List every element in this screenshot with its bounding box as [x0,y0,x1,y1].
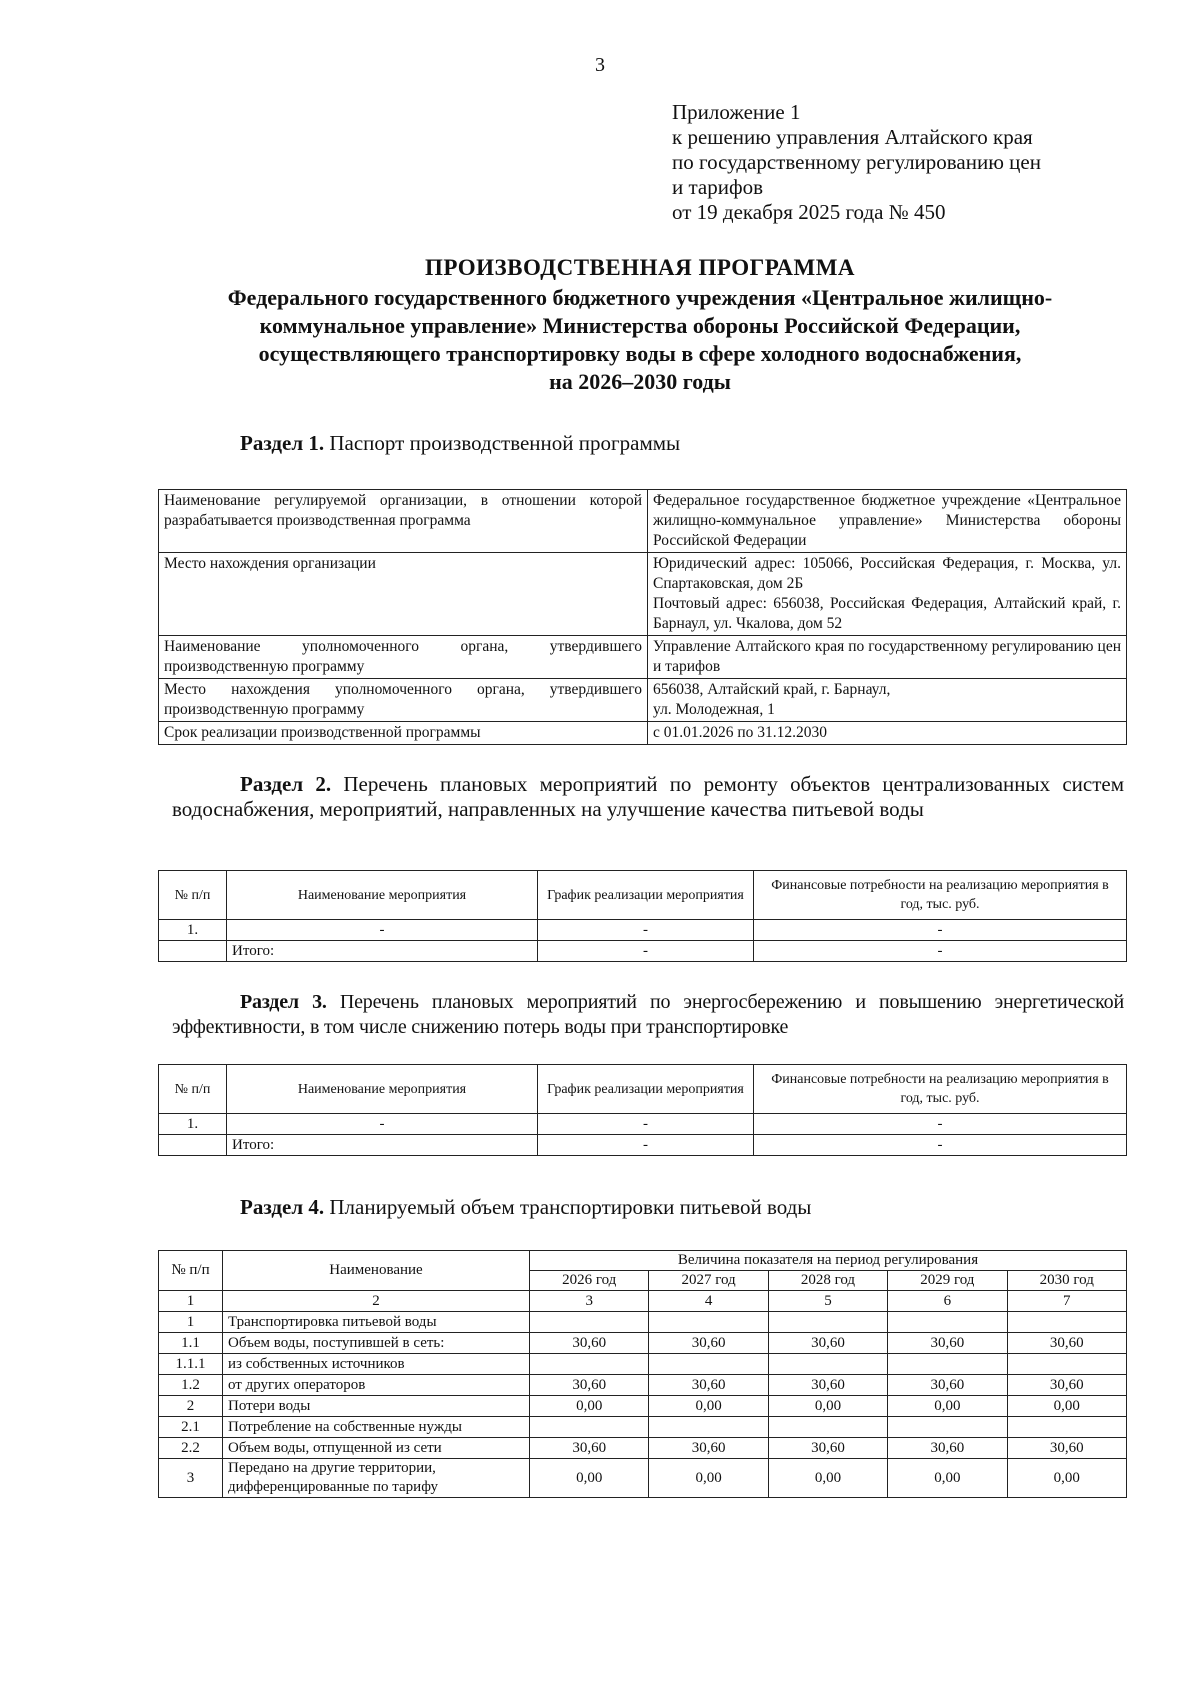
document-title-line: на 2026–2030 годы [549,369,731,394]
table-row [159,722,1127,745]
value-cell [1007,1417,1127,1438]
section3-text: Перечень плановых мероприятий по энергосбережению и повышению энергетической эффективности, в том числе снижению потерь воды при транспортировке [172,991,1124,1038]
table-cell: 1. [159,1114,227,1135]
table-cell: - [227,1114,538,1135]
year-header: 2029 год [888,1271,1007,1291]
value-cell: 30,60 [768,1438,887,1459]
column-header: № п/п [159,1251,223,1291]
table-cell: - [754,1114,1127,1135]
table-row [159,1114,1127,1135]
section3-table [158,1064,1127,1156]
passport-value: 656038, Алтайский край, г. Барнаул, [653,681,891,698]
value-cell: 0,00 [888,1459,1007,1498]
value-cell: 30,60 [888,1438,1007,1459]
row-index: 1.2 [159,1375,223,1396]
column-header: № п/п [159,871,227,920]
passport-key: Место нахождения организации [159,553,648,636]
section1-label: Раздел 1. [240,431,325,455]
table-row [159,679,1127,722]
value-cell: 30,60 [768,1375,887,1396]
document-title-line: Федерального государственного бюджетного учреждения «Центральное жилищно- [227,285,1053,310]
appendix-line: и тарифов [672,175,764,199]
section2-text: Перечень плановых мероприятий по ремонту объектов централизованных систем водоснабжения, мероприятий, направленных на улучшение качества питьевой воды [172,772,1124,821]
passport-key: Место нахождения уполномоченного органа, утвердившего производственную программу [159,679,648,722]
section1-text: Паспорт производственной программы [329,431,681,455]
column-number: 5 [768,1291,887,1312]
appendix-block [672,100,1142,225]
table-row [159,1135,1127,1156]
table-row [159,1333,1127,1354]
document-title-main: ПРОИЗВОДСТВЕННАЯ ПРОГРАММА [424,255,856,280]
row-index: 1.1 [159,1333,223,1354]
value-cell [1007,1312,1127,1333]
table-row [159,1417,1127,1438]
row-name: Объем воды, отпущенной из сети [223,1438,530,1459]
year-header: 2028 год [768,1271,887,1291]
passport-key: Наименование уполномоченного органа, утвердившего производственную программу [159,636,648,679]
column-group-header: Величина показателя на период регулирования [530,1251,1127,1271]
table-row [159,1438,1127,1459]
value-cell: 30,60 [1007,1375,1127,1396]
column-header: № п/п [159,1065,227,1114]
total-label: Итого: [227,941,538,962]
table-row [159,553,1127,636]
row-index: 1.1.1 [159,1354,223,1375]
document-title-line: коммунальное управление» Министерства обороны Российской Федерации, [259,313,1021,338]
value-cell: 30,60 [888,1333,1007,1354]
section3-label: Раздел 3. [240,991,327,1013]
year-header: 2026 год [530,1271,649,1291]
value-cell: 0,00 [649,1396,768,1417]
value-cell: 30,60 [888,1375,1007,1396]
row-name: Транспортировка питьевой воды [223,1312,530,1333]
table-row [159,636,1127,679]
year-header: 2027 год [649,1271,768,1291]
value-cell [530,1354,649,1375]
value-cell [768,1312,887,1333]
value-cell: 30,60 [1007,1333,1127,1354]
appendix-line: по государственному регулированию цен [672,150,1041,174]
column-header: Наименование мероприятия [227,1065,538,1114]
value-cell [888,1354,1007,1375]
row-name: Объем воды, поступившей в сеть: [223,1333,530,1354]
value-cell [649,1417,768,1438]
passport-value-secondary: ул. Молодежная, 1 [653,701,775,718]
passport-value: Управление Алтайского края по государственному регулированию цен и тарифов [648,636,1127,679]
passport-value-cell [648,553,1127,636]
table-header-row [159,1251,1127,1271]
column-number: 7 [1007,1291,1127,1312]
section2-table [158,870,1127,962]
value-cell: 0,00 [1007,1396,1127,1417]
row-index: 2 [159,1396,223,1417]
section2-heading [172,772,1124,822]
value-cell [888,1417,1007,1438]
page-number: 3 [595,54,605,76]
value-cell: 0,00 [530,1459,649,1498]
table-row [159,1354,1127,1375]
row-name: Передано на другие территории, дифференцированные по тарифу [223,1459,530,1498]
year-header: 2030 год [1007,1271,1127,1291]
value-cell: 30,60 [530,1438,649,1459]
row-name: Потери воды [223,1396,530,1417]
table-cell: - [754,920,1127,941]
passport-key: Наименование регулируемой организации, в отношении которой разрабатывается производственная программа [159,490,648,553]
table-cell: - [227,920,538,941]
column-number: 1 [159,1291,223,1312]
value-cell [530,1417,649,1438]
table-row [159,1312,1127,1333]
document-title-line: осуществляющего транспортировку воды в сфере холодного водоснабжения, [258,341,1022,366]
table-cell: - [754,1135,1127,1156]
row-index: 3 [159,1459,223,1498]
appendix-line: к решению управления Алтайского края [672,125,1033,149]
passport-table [158,489,1127,745]
section1-heading [240,431,680,456]
table-cell: - [538,1135,754,1156]
value-cell [768,1354,887,1375]
appendix-line: Приложение 1 [672,100,801,124]
section4-label: Раздел 4. [240,1195,325,1219]
value-cell: 30,60 [649,1333,768,1354]
value-cell: 30,60 [768,1333,887,1354]
value-cell: 30,60 [530,1333,649,1354]
passport-value-cell [648,679,1127,722]
section4-text: Планируемый объем транспортировки питьевой воды [329,1195,812,1219]
total-label: Итого: [227,1135,538,1156]
table-header-row [159,1065,1127,1114]
value-cell: 30,60 [530,1375,649,1396]
column-number: 2 [223,1291,530,1312]
value-cell: 0,00 [649,1459,768,1498]
passport-key: Срок реализации производственной программы [159,722,648,745]
table-row [159,1459,1127,1498]
passport-value: Федеральное государственное бюджетное учреждение «Центральное жилищно-коммунальное управление» Министерства обороны Российской Федерации [648,490,1127,553]
value-cell: 30,60 [1007,1438,1127,1459]
column-header: Наименование [223,1251,530,1291]
value-cell [649,1312,768,1333]
column-header: Наименование мероприятия [227,871,538,920]
value-cell: 0,00 [1007,1459,1127,1498]
table-cell [159,1135,227,1156]
row-name: из собственных источников [223,1354,530,1375]
table-row [159,941,1127,962]
value-cell: 30,60 [649,1438,768,1459]
column-header: График реализации мероприятия [538,1065,754,1114]
table-row [159,1396,1127,1417]
column-header: График реализации мероприятия [538,871,754,920]
value-cell: 0,00 [888,1396,1007,1417]
volume-table [158,1250,1127,1498]
section4-heading [240,1195,811,1220]
row-index: 2.1 [159,1417,223,1438]
column-number: 6 [888,1291,1007,1312]
appendix-line: от 19 декабря 2025 года № 450 [672,200,946,224]
value-cell [530,1312,649,1333]
passport-value: Юридический адрес: 105066, Российская Федерация, г. Москва, ул. Спартаковская, дом 2Б [653,555,1121,592]
column-header: Финансовые потребности на реализацию мероприятия в год, тыс. руб. [754,1065,1127,1114]
section3-heading [172,990,1124,1040]
column-header: Финансовые потребности на реализацию мероприятия в год, тыс. руб. [754,871,1127,920]
table-header-row [159,871,1127,920]
row-name: Потребление на собственные нужды [223,1417,530,1438]
value-cell: 0,00 [768,1396,887,1417]
section2-label: Раздел 2. [240,772,332,796]
column-number: 3 [530,1291,649,1312]
value-cell: 30,60 [649,1375,768,1396]
table-row [159,1375,1127,1396]
table-cell: - [754,941,1127,962]
table-cell: - [538,920,754,941]
value-cell [768,1417,887,1438]
passport-value: с 01.01.2026 по 31.12.2030 [648,722,1127,745]
table-cell: 1. [159,920,227,941]
table-row [159,920,1127,941]
table-cell: - [538,1114,754,1135]
value-cell [649,1354,768,1375]
value-cell: 0,00 [768,1459,887,1498]
value-cell [888,1312,1007,1333]
row-index: 2.2 [159,1438,223,1459]
value-cell: 0,00 [530,1396,649,1417]
row-name: от других операторов [223,1375,530,1396]
column-number-row [159,1291,1127,1312]
value-cell [1007,1354,1127,1375]
document-title [150,254,1130,396]
column-number: 4 [649,1291,768,1312]
table-cell: - [538,941,754,962]
table-cell [159,941,227,962]
row-index: 1 [159,1312,223,1333]
table-row [159,490,1127,553]
passport-value-secondary: Почтовый адрес: 656038, Российская Федерация, Алтайский край, г. Барнаул, ул. Чкалова, дом 52 [653,595,1121,632]
